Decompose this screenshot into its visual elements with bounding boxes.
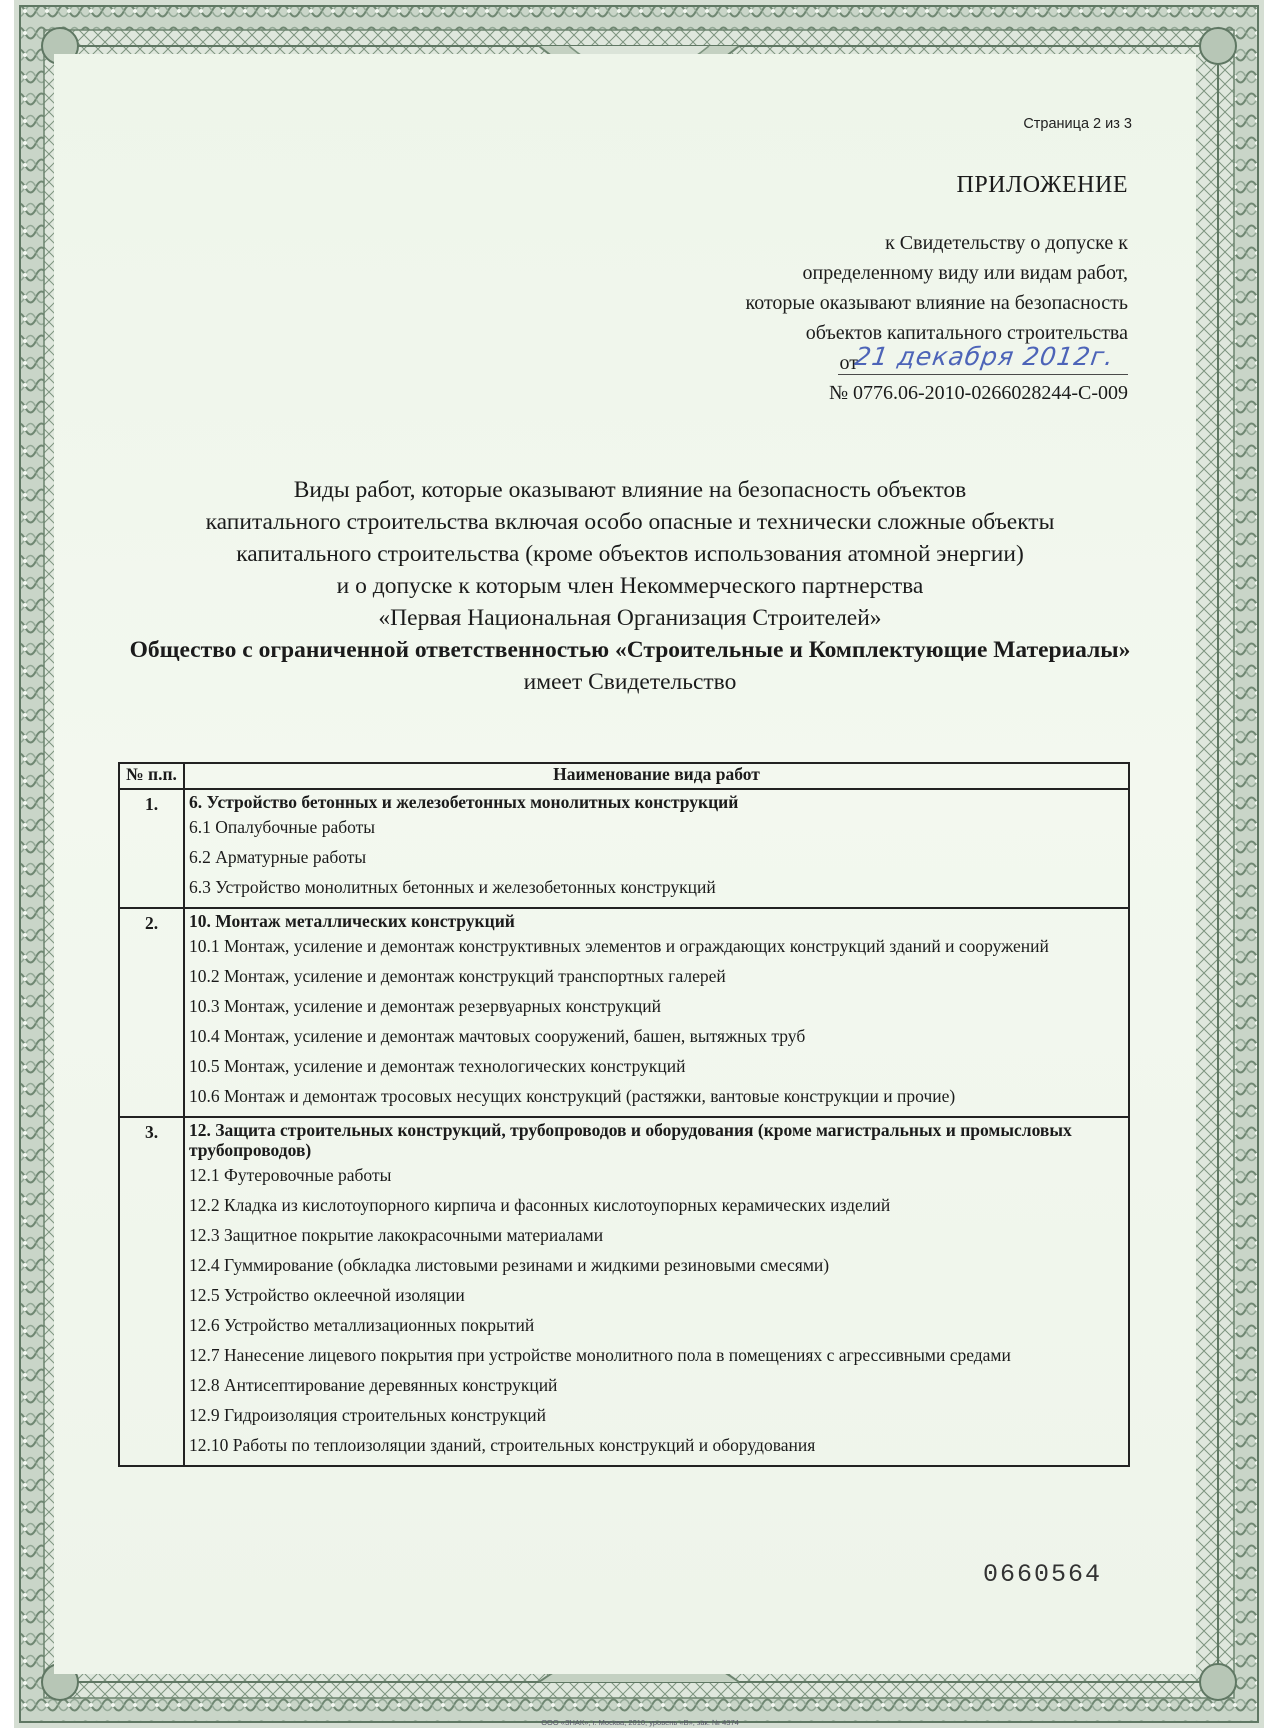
work-group [184,789,1129,908]
date-prefix: от [839,352,858,374]
table-row [119,1117,1129,1466]
heading-line: Виды работ, которые оказывают влияние на безопасность объектов [293,477,967,503]
reference-line: объектов капитального строительства [805,322,1128,344]
work-item: 12.10 Работы по теплоизоляции зданий, строительных конструкций и оборудования [189,1435,816,1455]
work-item: 12.5 Устройство оклеечной изоляции [189,1285,465,1305]
table-header-row [119,763,1129,789]
heading-line: капитального строительства (кроме объектов использования атомной энергии) [236,541,1024,567]
appendix-title: ПРИЛОЖЕНИЕ [956,172,1128,198]
work-group-title: 12. Защита строительных конструкций, трубопроводов и оборудования (кроме магистральных и промысловых трубопроводов) [189,1120,1072,1160]
handwritten-date: 21 декабря 2012г. [853,342,1117,371]
heading-line: и о допуске к которым член Некоммерческого партнерства [336,573,924,599]
reference-line: определенному виду или видам работ, [802,262,1128,284]
reference-line: к Свидетельству о допуске к [885,232,1128,254]
work-group [184,1117,1129,1466]
issue-date-line [746,342,1128,378]
work-item: 10.5 Монтаж, усиление и демонтаж технологических конструкций [189,1056,686,1076]
row-number: 2. [119,908,184,1117]
work-item: 12.1 Футеровочные работы [189,1165,392,1185]
heading-line: капитального строительства включая особо опасные и технически сложные объекты [205,509,1055,535]
column-header-number: № п.п. [119,763,184,789]
page-number: Страница 2 из 3 [1023,116,1132,132]
work-item: 12.7 Нанесение лицевого покрытия при устройстве монолитного пола в помещениях с агрессивными средами [189,1345,1011,1365]
certificate-number: № 0776.06-2010-0266028244-С-009 [828,382,1128,404]
table-row [119,908,1129,1117]
reference-line: которые оказывают влияние на безопасность [745,292,1128,314]
printer-imprint: ООО «ЗНАК», г. Москва, 2010, уровень «В», зак. № 4374 [541,1718,739,1727]
work-item: 12.6 Устройство металлизационных покрытий [189,1315,535,1335]
table-row [119,789,1129,908]
work-group-title: 6. Устройство бетонных и железобетонных монолитных конструкций [189,792,739,812]
heading-line: «Первая Национальная Организация Строителей» [378,605,882,631]
work-item: 10.2 Монтаж, усиление и демонтаж конструкций транспортных галерей [189,966,726,986]
document-heading [115,474,1145,698]
work-item: 12.9 Гидроизоляция строительных конструкций [189,1405,546,1425]
work-item: 10.3 Монтаж, усиление и демонтаж резервуарных конструкций [189,996,661,1016]
work-item: 6.2 Арматурные работы [189,847,367,867]
organization-name: Общество с ограниченной ответственностью «Строительные и Комплектующие Материалы» [129,637,1131,663]
work-item: 10.4 Монтаж, усиление и демонтаж мачтовых сооружений, башен, вытяжных труб [189,1026,806,1046]
row-number: 1. [119,789,184,908]
form-serial-number: 0660564 [982,1560,1102,1589]
heading-tail: имеет Свидетельство [523,669,737,695]
work-item: 12.2 Кладка из кислотоупорного кирпича и фасонных кислотоупорных керамических изделий [189,1195,891,1215]
work-item: 10.1 Монтаж, усиление и демонтаж конструктивных элементов и ограждающих конструкций зданий и сооружений [189,936,1049,956]
work-item: 12.8 Антисептирование деревянных конструкций [189,1375,558,1395]
work-item: 12.4 Гуммирование (обкладка листовыми резинами и жидкими резиновыми смесями) [189,1255,830,1275]
work-item: 6.1 Опалубочные работы [189,817,376,837]
work-types-table [118,762,1130,1467]
row-number: 3. [119,1117,184,1466]
work-item: 12.3 Защитное покрытие лакокрасочными материалами [189,1225,604,1245]
work-item: 10.6 Монтаж и демонтаж тросовых несущих конструкций (растяжки, вантовые конструкции и прочие) [189,1086,956,1106]
work-group-title: 10. Монтаж металлических конструкций [189,911,515,931]
column-header-name: Наименование вида работ [184,763,1129,789]
work-item: 6.3 Устройство монолитных бетонных и железобетонных конструкций [189,877,716,897]
certificate-reference [746,228,1128,408]
work-group [184,908,1129,1117]
date-underline [838,374,1128,375]
